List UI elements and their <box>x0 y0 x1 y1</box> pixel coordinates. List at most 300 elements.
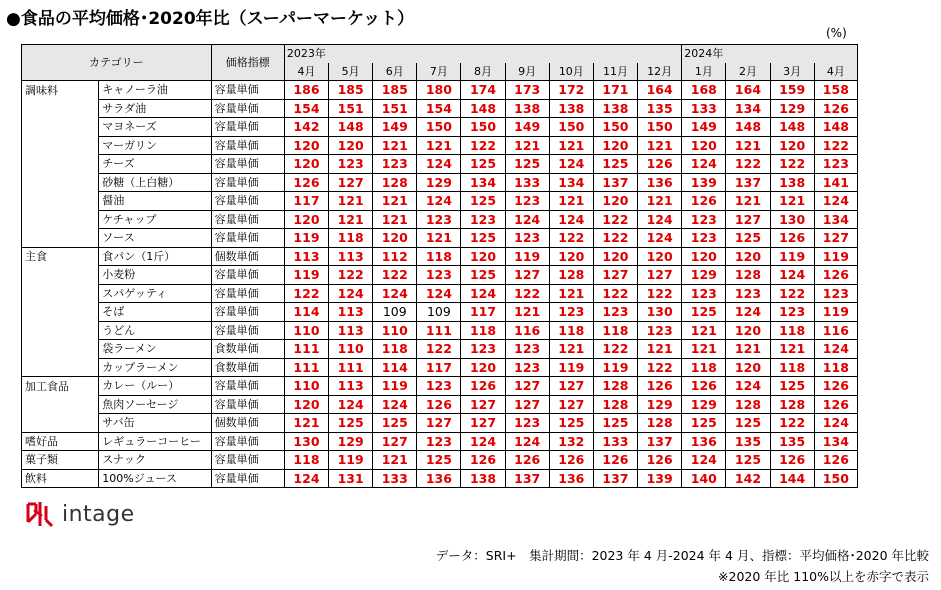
value-cell: 121 <box>373 136 417 155</box>
value-cell: 121 <box>770 340 814 359</box>
value-cell: 125 <box>549 414 593 433</box>
table-row <box>22 284 858 303</box>
value-cell: 120 <box>682 136 726 155</box>
table-row <box>22 136 858 155</box>
value-cell: 132 <box>549 432 593 451</box>
index-type: 個数単価 <box>211 247 284 266</box>
index-type: 容量単価 <box>211 303 284 322</box>
value-cell: 124 <box>461 284 505 303</box>
table-row <box>22 469 858 488</box>
value-cell: 139 <box>682 173 726 192</box>
value-cell: 125 <box>505 155 549 174</box>
table-row <box>22 247 858 266</box>
value-cell: 120 <box>373 229 417 248</box>
value-cell: 122 <box>770 155 814 174</box>
value-cell: 119 <box>814 303 857 322</box>
value-cell: 126 <box>638 377 682 396</box>
item-label: チーズ <box>99 155 211 174</box>
value-cell: 124 <box>814 192 857 211</box>
value-cell: 124 <box>417 284 461 303</box>
item-label: スパゲッティ <box>99 284 211 303</box>
category-cell <box>22 136 99 155</box>
value-cell: 164 <box>726 81 770 100</box>
value-cell: 124 <box>461 432 505 451</box>
item-label: マヨネーズ <box>99 118 211 137</box>
value-cell: 137 <box>593 173 637 192</box>
value-cell: 128 <box>726 395 770 414</box>
value-cell: 127 <box>373 432 417 451</box>
value-cell: 151 <box>329 99 373 118</box>
value-cell: 140 <box>682 469 726 488</box>
index-type: 容量単価 <box>211 136 284 155</box>
page-title: ●食品の平均価格･2020年比（スーパーマーケット） <box>6 9 415 29</box>
month-header: 7月 <box>417 63 461 81</box>
value-cell: 121 <box>638 136 682 155</box>
table-row <box>22 155 858 174</box>
value-cell: 116 <box>505 321 549 340</box>
value-cell: 124 <box>505 432 549 451</box>
value-cell: 121 <box>638 192 682 211</box>
category-cell: 調味料 <box>22 81 99 100</box>
value-cell: 113 <box>329 247 373 266</box>
value-cell: 111 <box>329 358 373 377</box>
item-label: 袋ラーメン <box>99 340 211 359</box>
value-cell: 128 <box>638 414 682 433</box>
index-type: 容量単価 <box>211 377 284 396</box>
value-cell: 126 <box>549 451 593 470</box>
value-cell: 124 <box>549 210 593 229</box>
value-cell: 126 <box>461 377 505 396</box>
value-cell: 117 <box>284 192 328 211</box>
value-cell: 121 <box>726 192 770 211</box>
value-cell: 129 <box>329 432 373 451</box>
value-cell: 119 <box>373 377 417 396</box>
value-cell: 121 <box>373 451 417 470</box>
category-header: カテゴリー <box>22 45 212 81</box>
value-cell: 150 <box>549 118 593 137</box>
value-cell: 124 <box>329 395 373 414</box>
value-cell: 127 <box>726 210 770 229</box>
index-type: 容量単価 <box>211 118 284 137</box>
value-cell: 129 <box>770 99 814 118</box>
value-cell: 122 <box>638 358 682 377</box>
value-cell: 122 <box>549 229 593 248</box>
value-cell: 127 <box>549 377 593 396</box>
value-cell: 123 <box>505 414 549 433</box>
value-cell: 168 <box>682 81 726 100</box>
value-cell: 124 <box>770 266 814 285</box>
value-cell: 125 <box>461 192 505 211</box>
category-cell <box>22 414 99 433</box>
value-cell: 118 <box>549 321 593 340</box>
item-label: サバ缶 <box>99 414 211 433</box>
value-cell: 134 <box>549 173 593 192</box>
value-cell: 149 <box>682 118 726 137</box>
value-cell: 119 <box>505 247 549 266</box>
value-cell: 138 <box>593 99 637 118</box>
value-cell: 127 <box>549 395 593 414</box>
value-cell: 123 <box>638 321 682 340</box>
unit-label: (%) <box>826 26 847 40</box>
value-cell: 128 <box>726 266 770 285</box>
category-cell <box>22 118 99 137</box>
value-cell: 120 <box>770 136 814 155</box>
index-type: 食数単価 <box>211 340 284 359</box>
month-header: 12月 <box>638 63 682 81</box>
index-type: 食数単価 <box>211 358 284 377</box>
value-cell: 123 <box>814 155 857 174</box>
value-cell: 123 <box>726 284 770 303</box>
value-cell: 118 <box>593 321 637 340</box>
value-cell: 136 <box>549 469 593 488</box>
value-cell: 137 <box>593 469 637 488</box>
value-cell: 114 <box>284 303 328 322</box>
month-header: 9月 <box>505 63 549 81</box>
value-cell: 126 <box>814 377 857 396</box>
value-cell: 127 <box>505 266 549 285</box>
table-row <box>22 118 858 137</box>
value-cell: 124 <box>682 155 726 174</box>
value-cell: 120 <box>461 247 505 266</box>
table-row <box>22 81 858 100</box>
value-cell: 113 <box>329 303 373 322</box>
index-type: 容量単価 <box>211 155 284 174</box>
value-cell: 120 <box>726 247 770 266</box>
table-row <box>22 395 858 414</box>
value-cell: 128 <box>770 395 814 414</box>
item-label: サラダ油 <box>99 99 211 118</box>
value-cell: 120 <box>726 358 770 377</box>
value-cell: 137 <box>505 469 549 488</box>
value-cell: 110 <box>284 377 328 396</box>
value-cell: 122 <box>593 340 637 359</box>
value-cell: 111 <box>284 340 328 359</box>
value-cell: 122 <box>329 266 373 285</box>
value-cell: 120 <box>593 247 637 266</box>
category-cell <box>22 340 99 359</box>
value-cell: 185 <box>329 81 373 100</box>
index-type: 容量単価 <box>211 266 284 285</box>
value-cell: 125 <box>682 414 726 433</box>
category-cell: 飲料 <box>22 469 99 488</box>
price-index-table <box>21 44 858 488</box>
index-type: 容量単価 <box>211 451 284 470</box>
value-cell: 142 <box>726 469 770 488</box>
value-cell: 121 <box>417 229 461 248</box>
value-cell: 138 <box>505 99 549 118</box>
value-cell: 120 <box>549 247 593 266</box>
index-type: 容量単価 <box>211 99 284 118</box>
value-cell: 137 <box>726 173 770 192</box>
table-row <box>22 414 858 433</box>
value-cell: 118 <box>682 358 726 377</box>
value-cell: 126 <box>284 173 328 192</box>
item-label: うどん <box>99 321 211 340</box>
value-cell: 129 <box>682 266 726 285</box>
table-row <box>22 340 858 359</box>
index-type: 容量単価 <box>211 321 284 340</box>
value-cell: 123 <box>505 358 549 377</box>
value-cell: 136 <box>417 469 461 488</box>
value-cell: 121 <box>682 321 726 340</box>
category-cell: 主食 <box>22 247 99 266</box>
category-cell <box>22 192 99 211</box>
category-cell <box>22 210 99 229</box>
value-cell: 124 <box>505 210 549 229</box>
value-cell: 154 <box>417 99 461 118</box>
value-cell: 120 <box>284 136 328 155</box>
value-cell: 125 <box>417 451 461 470</box>
index-type: 容量単価 <box>211 173 284 192</box>
value-cell: 120 <box>284 395 328 414</box>
value-cell: 126 <box>682 192 726 211</box>
month-header: 5月 <box>329 63 373 81</box>
value-cell: 126 <box>461 451 505 470</box>
value-cell: 126 <box>770 451 814 470</box>
intage-logo <box>24 500 135 528</box>
value-cell: 158 <box>814 81 857 100</box>
month-header: 4月 <box>284 63 328 81</box>
index-type: 容量単価 <box>211 469 284 488</box>
category-cell: 菓子類 <box>22 451 99 470</box>
value-cell: 122 <box>593 284 637 303</box>
value-cell: 172 <box>549 81 593 100</box>
category-cell <box>22 321 99 340</box>
value-cell: 121 <box>505 136 549 155</box>
value-cell: 118 <box>284 451 328 470</box>
value-cell: 123 <box>505 192 549 211</box>
index-type: 容量単価 <box>211 229 284 248</box>
value-cell: 134 <box>814 210 857 229</box>
value-cell: 127 <box>461 395 505 414</box>
value-cell: 148 <box>770 118 814 137</box>
value-cell: 120 <box>593 192 637 211</box>
month-header: 10月 <box>549 63 593 81</box>
category-cell <box>22 284 99 303</box>
value-cell: 137 <box>638 432 682 451</box>
year-header-2024: 2024年 <box>682 45 858 63</box>
value-cell: 111 <box>417 321 461 340</box>
value-cell: 121 <box>329 192 373 211</box>
value-cell: 109 <box>373 303 417 322</box>
table-row <box>22 266 858 285</box>
value-cell: 186 <box>284 81 328 100</box>
value-cell: 127 <box>814 229 857 248</box>
table-row <box>22 377 858 396</box>
category-cell: 嗜好品 <box>22 432 99 451</box>
value-cell: 144 <box>770 469 814 488</box>
value-cell: 122 <box>284 284 328 303</box>
value-cell: 110 <box>329 340 373 359</box>
table-row <box>22 303 858 322</box>
value-cell: 126 <box>638 155 682 174</box>
month-header: 6月 <box>373 63 417 81</box>
category-cell <box>22 155 99 174</box>
value-cell: 123 <box>682 229 726 248</box>
item-label: キャノーラ油 <box>99 81 211 100</box>
value-cell: 134 <box>726 99 770 118</box>
value-cell: 148 <box>461 99 505 118</box>
item-label: そば <box>99 303 211 322</box>
year-header-2023: 2023年 <box>284 45 681 63</box>
value-cell: 119 <box>770 247 814 266</box>
value-cell: 125 <box>682 303 726 322</box>
value-cell: 126 <box>638 451 682 470</box>
value-cell: 130 <box>638 303 682 322</box>
value-cell: 134 <box>461 173 505 192</box>
value-cell: 141 <box>814 173 857 192</box>
category-cell <box>22 229 99 248</box>
value-cell: 118 <box>329 229 373 248</box>
value-cell: 123 <box>417 377 461 396</box>
value-cell: 120 <box>682 247 726 266</box>
value-cell: 126 <box>593 451 637 470</box>
value-cell: 120 <box>638 247 682 266</box>
value-cell: 122 <box>814 136 857 155</box>
value-cell: 119 <box>593 358 637 377</box>
value-cell: 125 <box>726 451 770 470</box>
table-row <box>22 173 858 192</box>
value-cell: 121 <box>373 210 417 229</box>
category-cell: 加工食品 <box>22 377 99 396</box>
value-cell: 122 <box>638 284 682 303</box>
value-cell: 123 <box>814 284 857 303</box>
table-row <box>22 358 858 377</box>
value-cell: 119 <box>549 358 593 377</box>
value-cell: 122 <box>417 340 461 359</box>
value-cell: 116 <box>814 321 857 340</box>
value-cell: 150 <box>638 118 682 137</box>
value-cell: 138 <box>461 469 505 488</box>
value-cell: 138 <box>549 99 593 118</box>
item-label: ソース <box>99 229 211 248</box>
value-cell: 127 <box>593 266 637 285</box>
value-cell: 174 <box>461 81 505 100</box>
value-cell: 123 <box>417 266 461 285</box>
value-cell: 125 <box>461 266 505 285</box>
value-cell: 127 <box>505 395 549 414</box>
value-cell: 127 <box>329 173 373 192</box>
value-cell: 138 <box>770 173 814 192</box>
item-label: 100%ジュース <box>99 469 211 488</box>
value-cell: 159 <box>770 81 814 100</box>
item-label: 食パン（1斤） <box>99 247 211 266</box>
value-cell: 129 <box>638 395 682 414</box>
value-cell: 118 <box>417 247 461 266</box>
value-cell: 120 <box>461 358 505 377</box>
value-cell: 131 <box>329 469 373 488</box>
value-cell: 148 <box>329 118 373 137</box>
value-cell: 123 <box>461 210 505 229</box>
index-type: 容量単価 <box>211 395 284 414</box>
item-label: カップラーメン <box>99 358 211 377</box>
index-type: 容量単価 <box>211 284 284 303</box>
value-cell: 118 <box>770 358 814 377</box>
month-header: 2月 <box>726 63 770 81</box>
value-cell: 120 <box>593 136 637 155</box>
value-cell: 123 <box>505 229 549 248</box>
value-cell: 124 <box>814 340 857 359</box>
value-cell: 150 <box>593 118 637 137</box>
value-cell: 117 <box>461 303 505 322</box>
value-cell: 150 <box>461 118 505 137</box>
value-cell: 113 <box>284 247 328 266</box>
value-cell: 124 <box>284 469 328 488</box>
value-cell: 139 <box>638 469 682 488</box>
value-cell: 125 <box>329 414 373 433</box>
value-cell: 123 <box>549 303 593 322</box>
item-label: スナック <box>99 451 211 470</box>
value-cell: 120 <box>329 136 373 155</box>
value-cell: 124 <box>329 284 373 303</box>
value-cell: 136 <box>682 432 726 451</box>
value-cell: 148 <box>814 118 857 137</box>
value-cell: 121 <box>329 210 373 229</box>
value-cell: 121 <box>726 136 770 155</box>
value-cell: 124 <box>726 377 770 396</box>
value-cell: 125 <box>461 155 505 174</box>
value-cell: 118 <box>770 321 814 340</box>
table-row <box>22 451 858 470</box>
value-cell: 121 <box>284 414 328 433</box>
category-cell <box>22 99 99 118</box>
value-cell: 127 <box>417 414 461 433</box>
table-row <box>22 192 858 211</box>
value-cell: 120 <box>726 321 770 340</box>
value-cell: 123 <box>373 155 417 174</box>
value-cell: 119 <box>284 266 328 285</box>
value-cell: 124 <box>638 229 682 248</box>
index-type: 個数単価 <box>211 414 284 433</box>
value-cell: 185 <box>373 81 417 100</box>
item-label: カレー（ルー） <box>99 377 211 396</box>
value-cell: 127 <box>505 377 549 396</box>
value-cell: 126 <box>417 395 461 414</box>
value-cell: 122 <box>505 284 549 303</box>
item-label: ケチャップ <box>99 210 211 229</box>
value-cell: 135 <box>726 432 770 451</box>
value-cell: 124 <box>373 284 417 303</box>
value-cell: 122 <box>461 136 505 155</box>
value-cell: 128 <box>549 266 593 285</box>
value-cell: 126 <box>814 451 857 470</box>
value-cell: 123 <box>329 155 373 174</box>
value-cell: 120 <box>284 155 328 174</box>
index-type: 容量単価 <box>211 81 284 100</box>
value-cell: 114 <box>373 358 417 377</box>
value-cell: 124 <box>814 414 857 433</box>
item-label: 小麦粉 <box>99 266 211 285</box>
table-row <box>22 321 858 340</box>
value-cell: 130 <box>284 432 328 451</box>
value-cell: 126 <box>814 395 857 414</box>
value-cell: 121 <box>726 340 770 359</box>
intage-logo-mark <box>24 500 58 528</box>
value-cell: 125 <box>373 414 417 433</box>
value-cell: 121 <box>549 136 593 155</box>
value-cell: 123 <box>682 284 726 303</box>
value-cell: 142 <box>284 118 328 137</box>
value-cell: 123 <box>682 210 726 229</box>
value-cell: 121 <box>638 340 682 359</box>
month-header: 1月 <box>682 63 726 81</box>
value-cell: 149 <box>373 118 417 137</box>
index-header: 価格指標 <box>211 45 284 81</box>
value-cell: 133 <box>682 99 726 118</box>
value-cell: 122 <box>770 414 814 433</box>
value-cell: 124 <box>417 192 461 211</box>
value-cell: 125 <box>726 414 770 433</box>
